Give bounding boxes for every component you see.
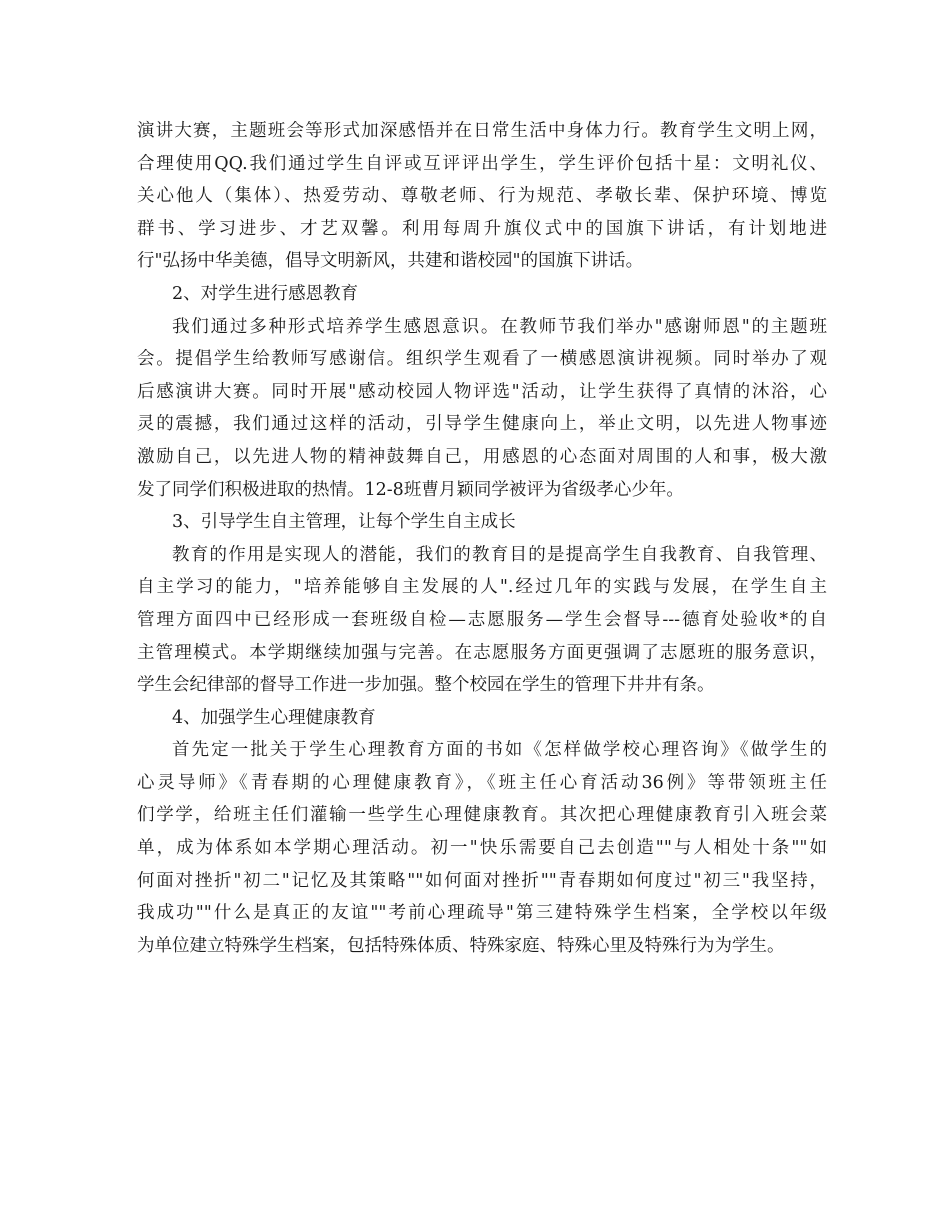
text-line: 学生会纪律部的督导工作进一步加强。整个校园在学生的管理下井井有条。 bbox=[137, 675, 715, 696]
text-line: 激励自己，以先进人物的精神鼓舞自己，用感恩的心态面对周围的人和事，极大激 bbox=[137, 446, 827, 467]
text-line: 灵的震撼，我们通过这样的活动，引导学生健康向上，举止文明，以先进人物事迹 bbox=[137, 414, 827, 435]
paragraph-start: 教育的作用是实现人的潜能，我们的教育目的是提高学生自我教育、自我管理、 bbox=[172, 544, 827, 565]
text-line: 为单位建立特殊学生档案，包括特殊体质、特殊家庭、特殊心里及特殊行为为学生。 bbox=[137, 935, 785, 956]
text-line: 我成功""什么是真正的友谊""考前心理疏导"第三建特殊学生档案，全学校以年级 bbox=[137, 903, 827, 924]
text-line: 心灵导师》《青春期的心理健康教育》，《班主任心育活动36例》等带领班主任 bbox=[137, 772, 827, 793]
text-line: 主管理模式。本学期继续加强与完善。在志愿服务方面更强调了志愿班的服务意识， bbox=[137, 642, 827, 663]
text-line: 自主学习的能力，"培养能够自主发展的人".经过几年的实践与发展，在学生自主 bbox=[137, 577, 827, 598]
paragraph-start: 首先定一批关于学生心理教育方面的书如《怎样做学校心理咨询》《做学生的 bbox=[172, 740, 827, 761]
section-heading: 4、加强学生心理健康教育 bbox=[172, 707, 376, 728]
document-body bbox=[137, 115, 827, 962]
text-line: 后感演讲大赛。同时开展"感动校园人物评选"活动，让学生获得了真情的沐浴，心 bbox=[137, 381, 827, 402]
text-line: 行"弘扬中华美德，倡导文明新风，共建和谐校园"的国旗下讲话。 bbox=[137, 251, 644, 272]
text-line: 会。提倡学生给教师写感谢信。组织学生观看了一横感恩演讲视频。同时举办了观 bbox=[137, 349, 827, 370]
paragraph-start: 我们通过多种形式培养学生感恩意识。在教师节我们举办"感谢师恩"的主题班 bbox=[172, 316, 827, 337]
text-line: 演讲大赛，主题班会等形式加深感悟并在日常生活中身体力行。教育学生文明上网， bbox=[137, 121, 827, 141]
text-line: 合理使用QQ.我们通过学生自评或互评评出学生，学生评价包括十星：文明礼仪、 bbox=[137, 153, 827, 174]
text-line: 关心他人（集体）、热爱劳动、尊敬老师、行为规范、孝敬长辈、保护环境、博览 bbox=[137, 186, 827, 207]
text-line: 发了同学们积极进取的热情。12-8班曹月颖同学被评为省级孝心少年。 bbox=[137, 479, 684, 500]
text-line: 们学学，给班主任们灌输一些学生心理健康教育。其次把心理健康教育引入班会菜 bbox=[137, 805, 827, 826]
section-heading: 3、引导学生自主管理，让每个学生自主成长 bbox=[172, 512, 516, 533]
text-line: 群书、学习进步、才艺双馨。利用每周升旗仪式中的国旗下讲话，有计划地进 bbox=[137, 218, 827, 239]
text-line: 单，成为体系如本学期心理活动。初一"快乐需要自己去创造""与人相处十条""如 bbox=[137, 838, 827, 859]
section-heading: 2、对学生进行感恩教育 bbox=[172, 283, 359, 304]
text-line: 何面对挫折"初二"记忆及其策略""如何面对挫折""青春期如何度过"初三"我坚持， bbox=[137, 870, 827, 891]
text-line: 管理方面四中已经形成一套班级自检—志愿服务—学生会督导---德育处验收*的自 bbox=[137, 609, 827, 630]
